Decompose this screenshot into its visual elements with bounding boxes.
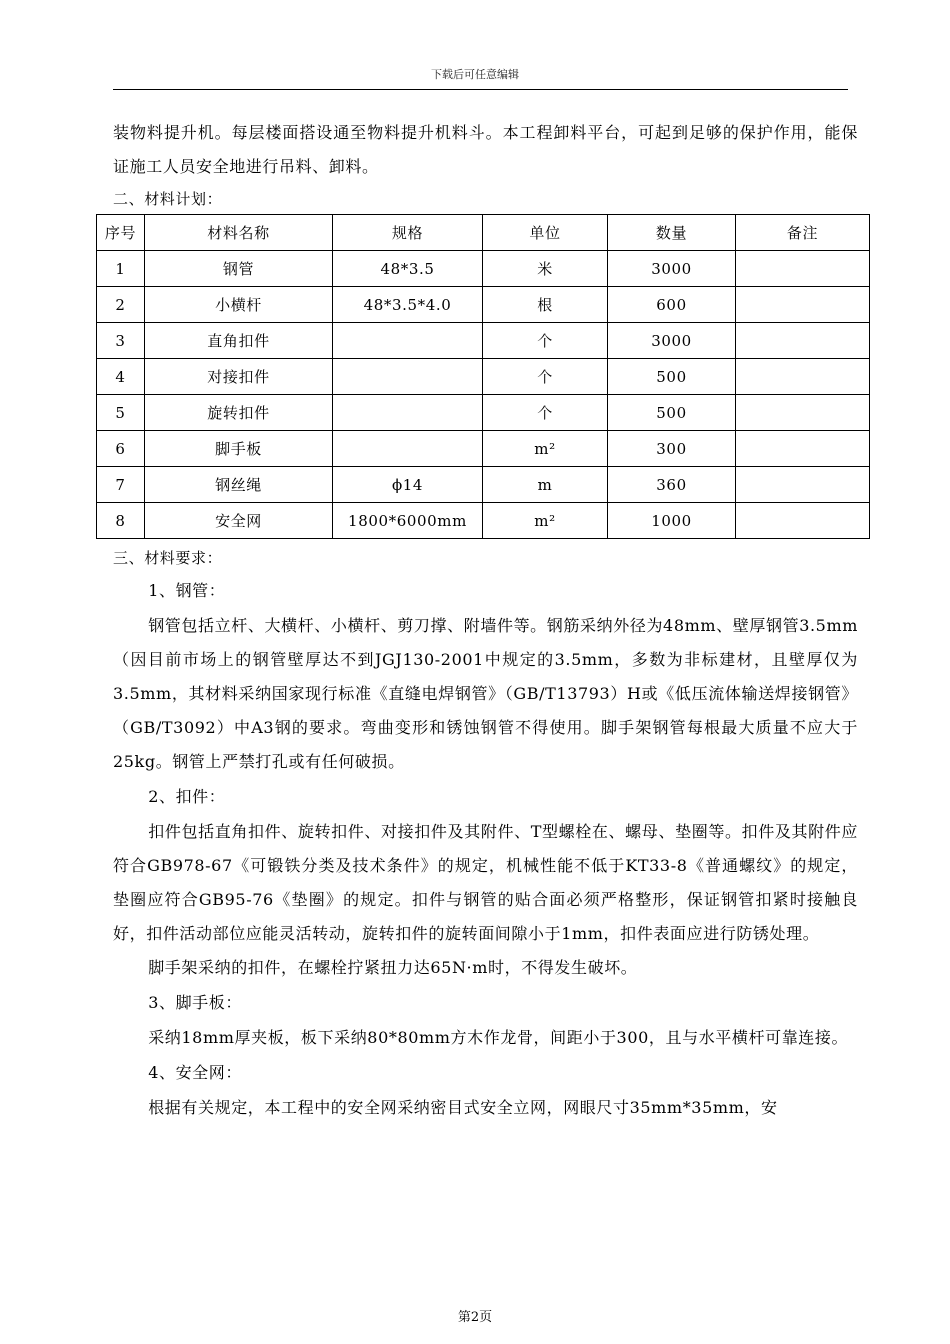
- cell-spec: 48*3.5: [333, 251, 483, 287]
- table-header-row: [97, 215, 870, 251]
- table-row: [97, 467, 870, 503]
- cell-name: 直角扣件: [145, 323, 333, 359]
- cell-name: 小横杆: [145, 287, 333, 323]
- cell-unit: 个: [483, 359, 608, 395]
- cell-remark: [736, 431, 870, 467]
- cell-name: 安全网: [145, 503, 333, 539]
- steel-pipe-paragraph: 钢管包括立杆、大横杆、小横杆、剪刀撑、附墙件等。钢筋采纳外径为48mm、壁厚钢管3.5mm（因目前市场上的钢管壁厚达不到JGJ130-2001中规定的3.5mm，多数为非标建材，且壁厚仅为3.5mm，其材料采纳国家现行标准《直缝电焊钢管》（GB/T13793）H或《低压流体输送焊接钢管》（GB/T3092）中A3钢的要求。弯曲变形和锈蚀钢管不得使用。脚手架钢管每根最大质量不应大于25kg。钢管上严禁打孔或有任何破损。: [113, 616, 858, 771]
- col-header-name: 材料名称: [145, 215, 333, 251]
- table-row: [97, 287, 870, 323]
- cell-remark: [736, 503, 870, 539]
- cell-index: 6: [97, 431, 145, 467]
- table-row: [97, 323, 870, 359]
- cell-index: 7: [97, 467, 145, 503]
- cell-remark: [736, 467, 870, 503]
- coupler-paragraph: 扣件包括直角扣件、旋转扣件、对接扣件及其附件、T型螺栓在、螺母、垫圈等。扣件及其附件应符合GB978-67《可锻铁分类及技术条件》的规定，机械性能不低于KT33-8《普通螺纹》的规定，垫圈应符合GB95-76《垫圈》的规定。扣件与钢管的贴合面必须严格整形，保证钢管扣紧时接触良好，扣件活动部位应能灵活转动，旋转扣件的旋转面间隙小于1mm，扣件表面应进行防锈处理。: [113, 822, 858, 943]
- cell-unit: 个: [483, 323, 608, 359]
- cell-qty: 500: [608, 395, 736, 431]
- safety-net-heading: 4、安全网：: [148, 1063, 242, 1082]
- page-number: 第2页: [457, 1310, 493, 1325]
- table-row: [97, 503, 870, 539]
- col-header-index: 序号: [97, 215, 145, 251]
- steel-pipe-heading: 1、钢管：: [148, 581, 226, 600]
- cell-unit: 根: [483, 287, 608, 323]
- cell-qty: 500: [608, 359, 736, 395]
- cell-qty: 360: [608, 467, 736, 503]
- col-header-unit: 单位: [483, 215, 608, 251]
- cell-qty: 1000: [608, 503, 736, 539]
- table-row: [97, 395, 870, 431]
- cell-unit: m²: [483, 503, 608, 539]
- cell-unit: m²: [483, 431, 608, 467]
- cell-index: 4: [97, 359, 145, 395]
- cell-name: 钢丝绳: [145, 467, 333, 503]
- table-row: [97, 251, 870, 287]
- scaffold-board-paragraph: 采纳18mm厚夹板，板下采纳80*80mm方木作龙骨，间距小于300，且与水平横杆可靠连接。: [148, 1028, 849, 1047]
- section-2-title: 二、材料计划：: [113, 190, 223, 208]
- cell-remark: [736, 359, 870, 395]
- coupler-heading: 2、扣件：: [148, 787, 226, 806]
- cell-index: 5: [97, 395, 145, 431]
- cell-spec: [333, 395, 483, 431]
- cell-index: 3: [97, 323, 145, 359]
- cell-index: 2: [97, 287, 145, 323]
- cell-qty: 3000: [608, 323, 736, 359]
- cell-index: 8: [97, 503, 145, 539]
- cell-qty: 600: [608, 287, 736, 323]
- cell-name: 钢管: [145, 251, 333, 287]
- cell-name: 脚手板: [145, 431, 333, 467]
- header-divider: [113, 89, 848, 90]
- cell-qty: 3000: [608, 251, 736, 287]
- cell-spec: 1800*6000mm: [333, 503, 483, 539]
- cell-index: 1: [97, 251, 145, 287]
- cell-unit: m: [483, 467, 608, 503]
- cell-qty: 300: [608, 431, 736, 467]
- cell-spec: 48*3.5*4.0: [333, 287, 483, 323]
- coupler-torque-paragraph: 脚手架采纳的扣件，在螺栓拧紧扭力达65N·m时，不得发生破坏。: [148, 958, 638, 977]
- cell-remark: [736, 251, 870, 287]
- cell-remark: [736, 323, 870, 359]
- materials-table: [96, 214, 870, 539]
- page-header: 下载后可任意编辑: [431, 68, 519, 81]
- cell-spec: ϕ14: [333, 467, 483, 503]
- table-row: [97, 431, 870, 467]
- cell-remark: [736, 395, 870, 431]
- safety-net-paragraph: 根据有关规定，本工程中的安全网采纳密目式安全立网，网眼尺寸35mm*35mm，安: [148, 1098, 778, 1117]
- cell-spec: [333, 323, 483, 359]
- cell-unit: 个: [483, 395, 608, 431]
- col-header-qty: 数量: [608, 215, 736, 251]
- table-row: [97, 359, 870, 395]
- document-body: [104, 116, 858, 1125]
- intro-paragraph: 装物料提升机。每层楼面搭设通至物料提升机料斗。本工程卸料平台，可起到足够的保护作用，能保证施工人员安全地进行吊料、卸料。: [113, 123, 858, 176]
- cell-name: 旋转扣件: [145, 395, 333, 431]
- col-header-spec: 规格: [333, 215, 483, 251]
- section-3-title: 三、材料要求：: [113, 549, 223, 567]
- cell-unit: 米: [483, 251, 608, 287]
- scaffold-board-heading: 3、脚手板：: [148, 993, 242, 1012]
- cell-name: 对接扣件: [145, 359, 333, 395]
- cell-spec: [333, 431, 483, 467]
- cell-spec: [333, 359, 483, 395]
- cell-remark: [736, 287, 870, 323]
- col-header-remark: 备注: [736, 215, 870, 251]
